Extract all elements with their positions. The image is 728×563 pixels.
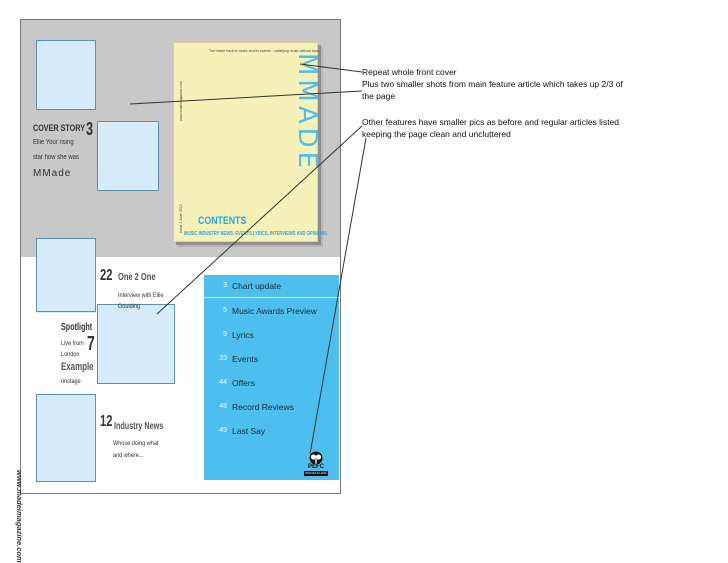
toc-label: Lyrics bbox=[232, 330, 254, 340]
cover-tagline: The inside track to music and its scenes - satisfying music without fuss... bbox=[209, 49, 322, 53]
cover-story-line-2: star how she was bbox=[33, 154, 79, 161]
note-1-line-3: the page bbox=[362, 91, 396, 101]
one2one-title: One 2 One bbox=[118, 272, 156, 283]
note-1-line-2: Plus two smaller shots from main feature article which takes up 2/3 of bbox=[362, 79, 623, 89]
pefc-code: PEFC/10-31-1034 bbox=[305, 472, 327, 475]
leader-line-cover bbox=[130, 91, 362, 104]
toc-page: 9 bbox=[223, 331, 227, 338]
toc-page: 44 bbox=[219, 379, 227, 386]
industry-line-1: Whose doing what bbox=[113, 440, 159, 447]
toc-page: 5 bbox=[223, 307, 227, 314]
toc-page: 49 bbox=[219, 427, 227, 434]
toc-label: Record Reviews bbox=[232, 402, 294, 412]
spotlight-page: 7 bbox=[87, 333, 95, 355]
leader-line-articles bbox=[310, 138, 366, 454]
toc-page: 48 bbox=[219, 403, 227, 410]
leader-line-front-cover bbox=[300, 64, 362, 72]
leader-line-features bbox=[157, 126, 362, 314]
spotlight-line-1: Live from bbox=[61, 340, 84, 347]
cover-contents-subheading: MUSIC INDUSTRY NEWS, EVENTS LYRICS, INTERVIEWS AND OPINIONS bbox=[184, 231, 327, 237]
toc-page: 33 bbox=[219, 355, 227, 362]
toc-label: Music Awards Preview bbox=[232, 306, 317, 316]
toc-label: Chart update bbox=[232, 281, 282, 291]
cover-logo: MMADE bbox=[292, 53, 322, 173]
spotlight-subtitle: Example bbox=[61, 361, 94, 373]
industry-line-2: and where... bbox=[113, 452, 144, 459]
pefc-name: PEFC bbox=[307, 464, 324, 470]
one2one-page: 22 bbox=[100, 267, 113, 284]
spotlight-line-2: London bbox=[61, 351, 80, 358]
one2one-line-2: Goulding bbox=[118, 303, 141, 310]
cover-story-line-1: Ellie Your rising bbox=[33, 139, 74, 146]
industry-title: Industry News bbox=[114, 421, 164, 432]
cover-story-brand: MMade bbox=[33, 168, 72, 179]
spotlight-line-3: onstage bbox=[61, 378, 81, 385]
toc-page: 3 bbox=[223, 282, 227, 289]
spotlight-title: Spotlight bbox=[61, 322, 93, 333]
note-2-line-1: Other features have smaller pics as before and regular articles listed bbox=[362, 117, 620, 127]
toc-label: Offers bbox=[232, 378, 255, 388]
note-1-line-1: Repeat whole front cover bbox=[362, 67, 457, 77]
cover-story-label: COVER STORY bbox=[33, 123, 86, 133]
toc-label: Events bbox=[232, 354, 258, 364]
toc-label: Last Say bbox=[232, 426, 266, 436]
cover-issue: Issue 1 June 2010 bbox=[179, 204, 183, 233]
cover-story-page: 3 bbox=[86, 119, 94, 139]
note-2-line-2: keeping the page clean and uncluttered bbox=[362, 129, 511, 139]
one2one-line-1: Interview with Ellie bbox=[118, 292, 164, 299]
side-url: www.madeimagazine.com bbox=[15, 470, 24, 563]
industry-page: 12 bbox=[100, 413, 113, 430]
cover-contents-heading: CONTENTS bbox=[198, 215, 247, 227]
